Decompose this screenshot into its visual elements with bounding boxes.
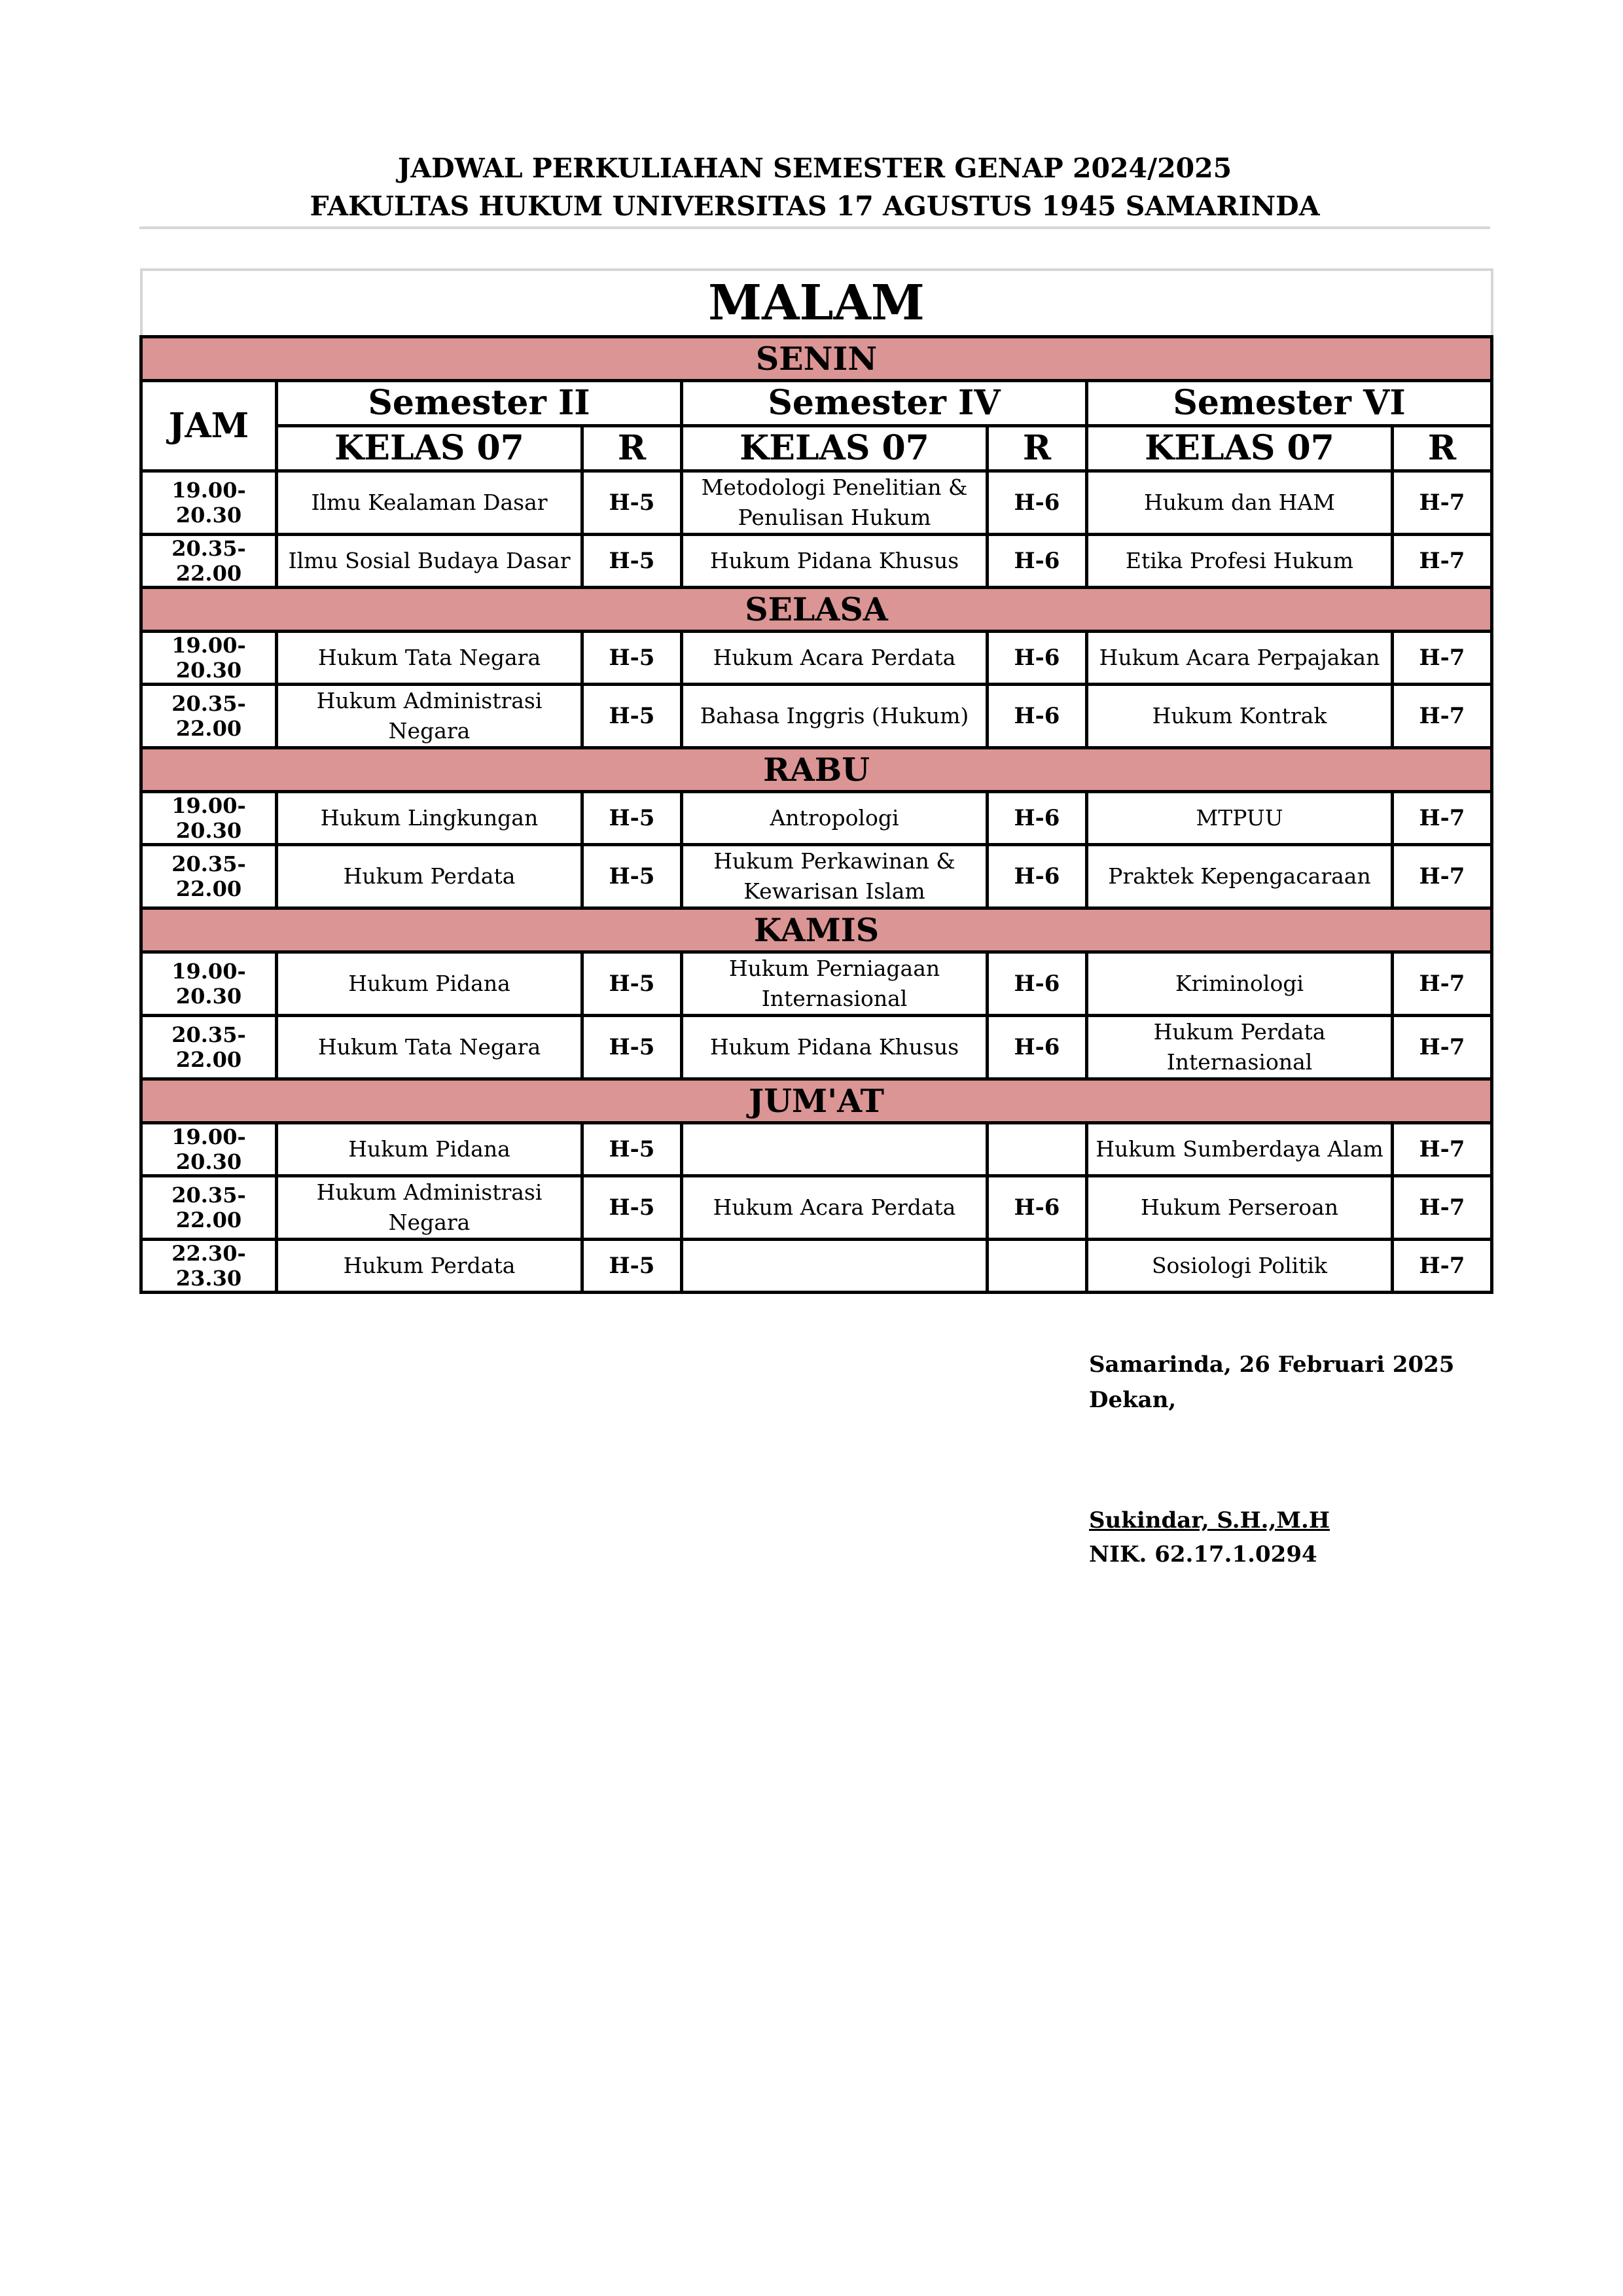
time-cell: 19.00-20.30 bbox=[141, 792, 277, 845]
day-header: RABU bbox=[141, 748, 1492, 792]
course-cell: Hukum Acara Perdata bbox=[682, 632, 988, 685]
room-cell: H-6 bbox=[988, 952, 1087, 1016]
table-row bbox=[141, 845, 1492, 908]
table-row bbox=[141, 535, 1492, 588]
room-cell: H-5 bbox=[582, 632, 682, 685]
course-cell: Hukum Administrasi Negara bbox=[277, 685, 582, 748]
kelas-header: KELAS 07 bbox=[1087, 426, 1393, 471]
room-cell: H-5 bbox=[582, 1016, 682, 1079]
table-row bbox=[141, 792, 1492, 845]
document-subtitle: FAKULTAS HUKUM UNIVERSITAS 17 AGUSTUS 1945 SAMARINDA bbox=[310, 190, 1320, 222]
table-row bbox=[141, 1123, 1492, 1176]
course-cell: Hukum Tata Negara bbox=[277, 632, 582, 685]
time-cell: 20.35-22.00 bbox=[141, 685, 277, 748]
room-cell: H-7 bbox=[1393, 792, 1492, 845]
time-cell: 20.35-22.00 bbox=[141, 535, 277, 588]
room-cell: H-7 bbox=[1393, 471, 1492, 535]
room-cell: H-5 bbox=[582, 952, 682, 1016]
header-divider bbox=[139, 226, 1490, 229]
document-header bbox=[139, 149, 1490, 225]
room-cell: H-7 bbox=[1393, 535, 1492, 588]
course-cell: Etika Profesi Hukum bbox=[1087, 535, 1393, 588]
table-row bbox=[141, 1016, 1492, 1079]
course-cell: Hukum Acara Perdata bbox=[682, 1176, 988, 1240]
time-cell: 19.00-20.30 bbox=[141, 952, 277, 1016]
signature-name: Sukindar, S.H.,M.H bbox=[1089, 1507, 1330, 1534]
room-cell: H-7 bbox=[1393, 845, 1492, 908]
time-cell: 20.35-22.00 bbox=[141, 1016, 277, 1079]
room-cell: H-5 bbox=[582, 1240, 682, 1293]
room-cell: H-7 bbox=[1393, 1240, 1492, 1293]
table-row bbox=[141, 952, 1492, 1016]
course-cell: Hukum Tata Negara bbox=[277, 1016, 582, 1079]
table-row bbox=[141, 632, 1492, 685]
room-cell: H-5 bbox=[582, 845, 682, 908]
course-cell: Hukum Pidana bbox=[277, 1123, 582, 1176]
table-row bbox=[141, 685, 1492, 748]
room-cell: H-5 bbox=[582, 535, 682, 588]
course-cell: Sosiologi Politik bbox=[1087, 1240, 1393, 1293]
course-cell: Hukum Perseroan bbox=[1087, 1176, 1393, 1240]
signature-place-date: Samarinda, 26 Februari 2025 bbox=[1089, 1352, 1455, 1378]
course-cell: Hukum Administrasi Negara bbox=[277, 1176, 582, 1240]
room-cell: H-6 bbox=[988, 471, 1087, 535]
session-title: MALAM bbox=[141, 270, 1492, 337]
session-title-row bbox=[141, 270, 1492, 337]
jam-header: JAM bbox=[141, 381, 277, 471]
table-row bbox=[141, 1240, 1492, 1293]
time-cell: 22.30-23.30 bbox=[141, 1240, 277, 1293]
day-header: JUM'AT bbox=[141, 1079, 1492, 1123]
course-cell: Ilmu Kealaman Dasar bbox=[277, 471, 582, 535]
day-header: SENIN bbox=[141, 337, 1492, 381]
time-cell: 19.00-20.30 bbox=[141, 1123, 277, 1176]
semester-header: Semester IV bbox=[682, 381, 1087, 426]
kelas-header: KELAS 07 bbox=[277, 426, 582, 471]
course-cell: Hukum Pidana Khusus bbox=[682, 535, 988, 588]
course-cell: Hukum Perdata bbox=[277, 845, 582, 908]
signature-nik: NIK. 62.17.1.0294 bbox=[1089, 1541, 1317, 1568]
document-title: JADWAL PERKULIAHAN SEMESTER GENAP 2024/2025 bbox=[397, 152, 1232, 184]
room-cell: H-5 bbox=[582, 1176, 682, 1240]
room-cell: H-7 bbox=[1393, 1123, 1492, 1176]
schedule-table bbox=[139, 268, 1493, 1294]
course-cell: Hukum Pidana Khusus bbox=[682, 1016, 988, 1079]
room-cell: H-6 bbox=[988, 535, 1087, 588]
course-cell bbox=[682, 1240, 988, 1293]
room-header: R bbox=[1393, 426, 1492, 471]
kelas-header: KELAS 07 bbox=[682, 426, 988, 471]
course-cell: Hukum dan HAM bbox=[1087, 471, 1393, 535]
course-cell: Hukum Lingkungan bbox=[277, 792, 582, 845]
course-cell: Metodologi Penelitian & Penulisan Hukum bbox=[682, 471, 988, 535]
day-header-row bbox=[141, 1079, 1492, 1123]
day-header-row bbox=[141, 588, 1492, 632]
room-cell: H-7 bbox=[1393, 1176, 1492, 1240]
table-row bbox=[141, 471, 1492, 535]
course-cell: Praktek Kepengacaraan bbox=[1087, 845, 1393, 908]
semester-header: Semester VI bbox=[1087, 381, 1492, 426]
course-cell: Hukum Perkawinan & Kewarisan Islam bbox=[682, 845, 988, 908]
time-cell: 19.00-20.30 bbox=[141, 632, 277, 685]
room-cell: H-6 bbox=[988, 685, 1087, 748]
room-cell: H-7 bbox=[1393, 952, 1492, 1016]
day-header: KAMIS bbox=[141, 908, 1492, 952]
course-cell: Bahasa Inggris (Hukum) bbox=[682, 685, 988, 748]
room-cell: H-6 bbox=[988, 845, 1087, 908]
course-cell: Kriminologi bbox=[1087, 952, 1393, 1016]
day-header-row bbox=[141, 337, 1492, 381]
day-header-row bbox=[141, 908, 1492, 952]
room-header: R bbox=[582, 426, 682, 471]
kelas-header-row bbox=[141, 426, 1492, 471]
table-row bbox=[141, 1176, 1492, 1240]
course-cell: Hukum Kontrak bbox=[1087, 685, 1393, 748]
room-cell: H-7 bbox=[1393, 1016, 1492, 1079]
room-cell: H-5 bbox=[582, 792, 682, 845]
course-cell: Hukum Pidana bbox=[277, 952, 582, 1016]
room-cell: H-6 bbox=[988, 792, 1087, 845]
time-cell: 20.35-22.00 bbox=[141, 845, 277, 908]
course-cell: Hukum Sumberdaya Alam bbox=[1087, 1123, 1393, 1176]
room-cell bbox=[988, 1240, 1087, 1293]
time-cell: 20.35-22.00 bbox=[141, 1176, 277, 1240]
course-cell: MTPUU bbox=[1087, 792, 1393, 845]
course-cell: Hukum Acara Perpajakan bbox=[1087, 632, 1393, 685]
course-cell: Ilmu Sosial Budaya Dasar bbox=[277, 535, 582, 588]
course-cell: Hukum Perdata bbox=[277, 1240, 582, 1293]
course-cell: Hukum Perniagaan Internasional bbox=[682, 952, 988, 1016]
room-cell: H-5 bbox=[582, 685, 682, 748]
semester-header-row bbox=[141, 381, 1492, 426]
time-cell: 19.00-20.30 bbox=[141, 471, 277, 535]
room-cell: H-5 bbox=[582, 471, 682, 535]
room-cell: H-5 bbox=[582, 1123, 682, 1176]
day-header: SELASA bbox=[141, 588, 1492, 632]
course-cell: Antropologi bbox=[682, 792, 988, 845]
room-cell: H-6 bbox=[988, 1176, 1087, 1240]
room-cell: H-7 bbox=[1393, 632, 1492, 685]
semester-header: Semester II bbox=[277, 381, 682, 426]
course-cell bbox=[682, 1123, 988, 1176]
day-header-row bbox=[141, 748, 1492, 792]
room-cell: H-7 bbox=[1393, 685, 1492, 748]
room-cell: H-6 bbox=[988, 632, 1087, 685]
room-cell bbox=[988, 1123, 1087, 1176]
signature-role: Dekan, bbox=[1089, 1387, 1177, 1413]
course-cell: Hukum Perdata Internasional bbox=[1087, 1016, 1393, 1079]
room-header: R bbox=[988, 426, 1087, 471]
room-cell: H-6 bbox=[988, 1016, 1087, 1079]
